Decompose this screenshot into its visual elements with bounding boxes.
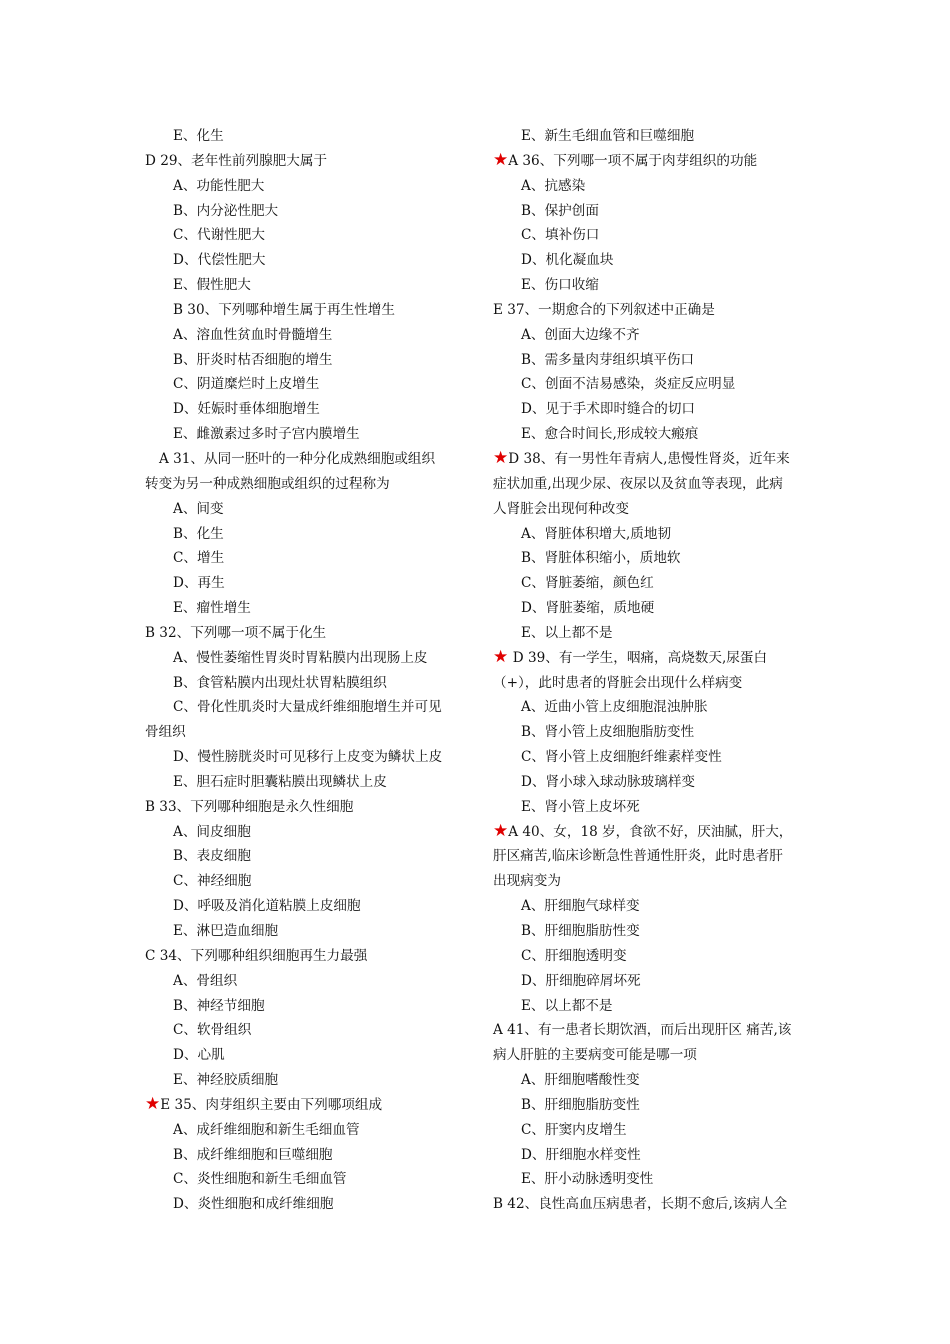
left-column [145,124,463,1217]
option-line-text: A、骨组织 [173,972,238,989]
option-line [145,422,463,447]
option-line-text: A、肾脏体积增大,质地韧 [521,525,672,542]
option-line [145,596,463,621]
option-line-text: E、伤口收缩 [521,277,599,294]
option-line [145,199,463,224]
option-line-text: E、淋巴造血细胞 [173,923,279,939]
option-line [493,372,811,397]
question-line-text: B 30、下列哪种增生属于再生性增生 [173,301,395,318]
option-line-text: C、肝细胞透明变 [521,947,627,964]
question-line-text: 人肾脏会出现何种改变 [493,500,629,517]
option-line-text: D、肝细胞碎屑坏死 [521,972,641,989]
option-line [493,1093,811,1118]
option-line-text: A、抗感染 [521,177,586,194]
option-line-text: B、表皮细胞 [173,848,251,865]
option-line-text: C、肝窦内皮增生 [521,1121,627,1138]
option-line [145,571,463,596]
option-line [493,770,811,795]
option-line [145,745,463,770]
option-line [493,223,811,248]
option-line-text: E、雌激素过多时子宫内膜增生 [173,426,360,443]
question-line-text: E 35、肉芽组织主要由下列哪项组成 [160,1096,383,1113]
option-line [493,596,811,621]
star-icon: ★ [493,820,509,841]
option-line-text: C、创面不洁易感染，炎症反应明显 [521,376,736,393]
option-line [493,969,811,994]
question-line [145,1093,463,1118]
option-line [493,546,811,571]
option-line [145,546,463,571]
option-line [493,1167,811,1192]
option-line-text: A、慢性萎缩性胃炎时胃粘膜内出现肠上皮 [173,649,428,666]
star-icon: ★ [493,447,509,468]
option-line [145,124,463,149]
option-line-text: C、炎性细胞和新生毛细血管 [173,1171,347,1188]
option-line-text: D、慢性膀胱炎时可见移行上皮变为鳞状上皮 [173,749,443,766]
option-line-text: C、骨化性肌炎时大量成纤维细胞增生并可见 [173,699,442,716]
right-column [493,124,811,1217]
option-line [145,273,463,298]
option-line-text: D、见于手术即时缝合的切口 [521,401,696,418]
option-line [493,397,811,422]
question-line [493,497,811,522]
option-line-text: A、功能性肥大 [173,177,265,194]
option-line-text: B、肝细胞脂肪变性 [521,1096,640,1113]
option-line [493,571,811,596]
option-line-text: C、软骨组织 [173,1022,252,1039]
option-line [145,522,463,547]
option-line-text: D、肾脏萎缩，质地硬 [521,600,655,617]
question-line-text: B 42、良性高血压病患者，长期不愈后,该病人全 [493,1196,788,1213]
option-line-text: A、间皮细胞 [173,823,251,840]
question-line [493,1018,811,1043]
question-line-text: 转变为另一种成熟细胞或组织的过程称为 [145,475,390,492]
option-line [145,994,463,1019]
option-line [493,745,811,770]
option-line-text: B、化生 [173,525,224,542]
option-line-text: D、代偿性肥大 [173,252,266,269]
option-line [145,248,463,273]
option-line-text: B、需多量肉芽组织填平伤口 [521,351,695,368]
option-line-text: B、保护创面 [521,202,599,219]
option-line [145,869,463,894]
option-line-text: C、肾小管上皮细胞纤维素样变性 [521,749,722,766]
question-line-text: A 36、下列哪一项不属于肉芽组织的功能 [508,152,758,169]
option-line-text: E、化生 [173,128,224,144]
option-line [145,1192,463,1217]
question-line [145,621,463,646]
option-line [493,1068,811,1093]
star-icon: ★ [493,149,509,170]
option-line [493,199,811,224]
option-line-text: C、增生 [173,550,225,567]
option-line [145,1167,463,1192]
option-line-text: B、内分泌性肥大 [173,202,279,219]
question-line-text: B 32、下列哪一项不属于化生 [145,624,327,641]
option-line-text: A、成纤维细胞和新生毛细血管 [173,1121,360,1138]
option-line [145,770,463,795]
question-line [493,447,811,472]
option-line [493,621,811,646]
question-line [493,298,811,323]
question-line-text: C 34、下列哪种组织细胞再生力最强 [145,947,368,964]
question-line-text: 症状加重,出现少尿、夜尿以及贫血等表现，此病 [493,475,783,492]
option-line-text: A、溶血性贫血时骨髓增生 [173,326,333,343]
question-line [493,1043,811,1068]
option-line [145,397,463,422]
question-line-text: D 39、有一学生，咽痛，高烧数天,尿蛋白 [512,649,768,666]
option-line [493,323,811,348]
option-line [145,323,463,348]
option-line-text: A、近曲小管上皮细胞混浊肿胀 [521,699,708,716]
option-line-text: C、代谢性肥大 [173,227,265,244]
question-line [145,944,463,969]
option-line [145,919,463,944]
option-line [493,273,811,298]
option-line [493,919,811,944]
option-line [493,522,811,547]
option-line [145,646,463,671]
question-line [493,820,811,845]
option-line-text: B、肾小管上皮细胞脂肪变性 [521,724,695,741]
option-line-text: E、胆石症时胆囊粘膜出现鳞状上皮 [173,773,387,790]
option-line [145,372,463,397]
question-line [493,646,811,671]
option-line-text: C、肾脏萎缩，颜色红 [521,575,654,592]
option-line-text: B、肝炎时枯否细胞的增生 [173,351,333,368]
question-line-text: D 29、老年性前列腺肥大属于 [145,152,328,169]
question-line-text: A 41、有一患者长期饮酒，而后出现肝区 痛苦,该 [493,1022,792,1039]
option-line-text: A、肝细胞嗜酸性变 [521,1072,640,1089]
option-line [493,348,811,373]
option-line-text: D、机化凝血块 [521,252,614,269]
option-line [493,994,811,1019]
option-line-text: 骨组织 [145,724,186,741]
option-line-text: D、妊娠时垂体细胞增生 [173,401,320,418]
option-line [493,124,811,149]
option-line [145,1018,463,1043]
option-line-text: D、呼吸及消化道粘膜上皮细胞 [173,898,361,915]
option-line [493,1143,811,1168]
option-line [145,174,463,199]
option-line-text: A、创面大边缘不齐 [521,326,640,343]
option-line-text: D、肾小球入球动脉玻璃样变 [521,773,696,790]
question-line [493,844,811,869]
option-line-text: C、神经细胞 [173,873,252,890]
option-line [145,720,463,745]
option-line [145,1068,463,1093]
option-line [493,695,811,720]
option-line [145,348,463,373]
option-line [493,795,811,820]
option-line-text: B、肝细胞脂肪性变 [521,923,640,939]
option-line-text: B、成纤维细胞和巨噬细胞 [173,1146,333,1163]
question-line [493,149,811,174]
option-line-text: D、肝细胞水样变性 [521,1146,641,1163]
option-line-text: E、愈合时间长,形成较大瘢痕 [521,426,699,443]
question-line-text: 出现病变为 [493,873,561,890]
question-line [493,1192,811,1217]
option-line [493,944,811,969]
option-line-text: C、填补伤口 [521,227,600,244]
option-line [493,174,811,199]
option-line [493,248,811,273]
question-line-text: A 40、女，18 岁，食欲不好，厌油腻，肝大， [508,823,793,840]
question-line [145,795,463,820]
star-icon: ★ [493,646,513,667]
question-line [145,149,463,174]
question-line [493,869,811,894]
question-line [493,671,811,696]
option-line [145,671,463,696]
question-line-text: E 37、一期愈合的下列叙述中正确是 [493,301,715,318]
option-line [145,820,463,845]
option-line-text: E、以上都不是 [521,997,613,1014]
option-line [145,1118,463,1143]
option-line [145,223,463,248]
option-line-text: D、再生 [173,575,225,592]
question-line-text: （+），此时患者的肾脏会出现什么样病变 [493,674,743,691]
question-line [145,472,463,497]
option-line [493,1118,811,1143]
option-line [493,720,811,745]
option-line [493,894,811,919]
option-line-text: E、以上都不是 [521,624,613,641]
option-line [145,969,463,994]
question-line-text: 肝区痛苦,临床诊断急性普通性肝炎，此时患者肝 [493,848,783,865]
option-line-text: E、假性肥大 [173,277,251,294]
option-line [145,497,463,522]
option-line-text: D、炎性细胞和成纤维细胞 [173,1196,334,1213]
option-line [145,1043,463,1068]
option-line [145,695,463,720]
question-line [145,298,463,323]
question-line-text: B 33、下列哪种细胞是永久性细胞 [145,798,354,815]
question-line [145,447,463,472]
option-line-text: D、心肌 [173,1047,225,1064]
option-line-text: C、阴道糜烂时上皮增生 [173,376,320,393]
question-line-text: A 31、从同一胚叶的一种分化成熟细胞或组织 [159,450,436,467]
option-line [145,844,463,869]
option-line [145,894,463,919]
option-line [493,422,811,447]
option-line-text: B、食管粘膜内出现灶状胃粘膜组织 [173,674,387,691]
star-icon: ★ [145,1093,161,1114]
option-line-text: E、神经胶质细胞 [173,1072,279,1089]
option-line-text: E、瘤性增生 [173,600,251,617]
option-line-text: E、新生毛细血管和巨噬细胞 [521,128,695,144]
option-line-text: E、肾小管上皮坏死 [521,798,640,815]
option-line-text: A、肝细胞气球样变 [521,898,640,915]
option-line-text: A、间变 [173,500,224,517]
option-line-text: B、神经节细胞 [173,997,265,1014]
option-line-text: B、肾脏体积缩小，质地软 [521,550,681,567]
question-line-text: 病人肝脏的主要病变可能是哪一项 [493,1047,697,1064]
option-line [145,1143,463,1168]
option-line-text: E、肝小动脉透明变性 [521,1171,654,1188]
question-line [493,472,811,497]
question-line-text: D 38、有一男性年青病人,患慢性肾炎，近年来 [508,450,790,467]
